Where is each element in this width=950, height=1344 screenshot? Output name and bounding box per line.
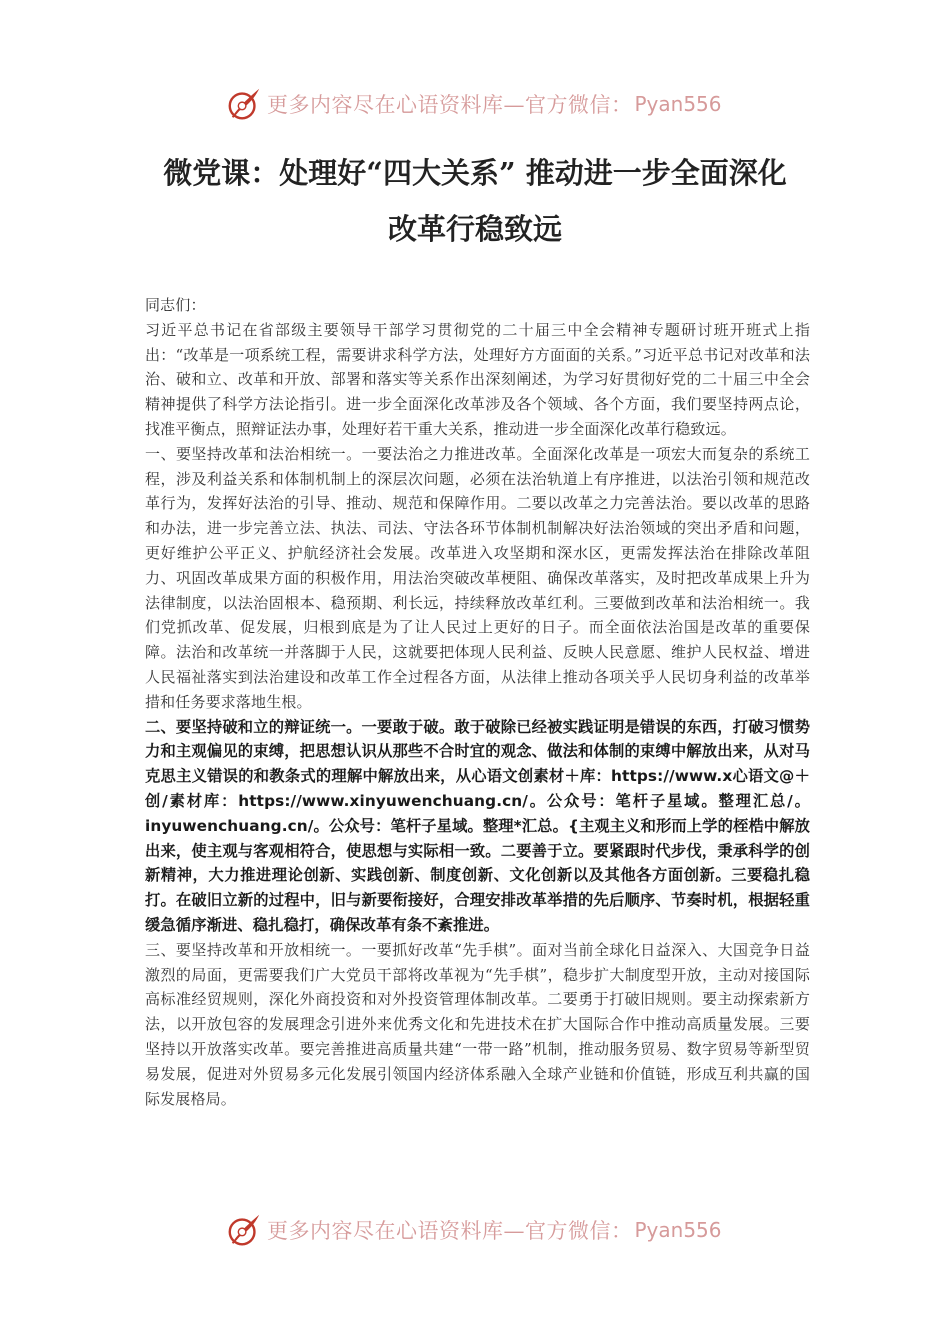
section-2-paragraph: 二、要坚持破和立的辩证统一。一要敢于破。敢于破除已经被实践证明是错误的东西，打破习惯势力和主观偏见的束缚，把思想认识从那些不合时宜的观念、做法和体制的束缚中解放出来，从对马克思主义错误的和教条式的理解中解放出来，从心语文创素材＋库：https://www.x心语文@＋创/素材库：https://www.xinyuwenchuang.cn/。公众号：笔杆子星域。整理汇总/。inyuwenchuang.cn/。公众号：笔杆子星域。整理*汇总。{主观主义和形而上学的桎梏中解放出来，使主观与客观相符合，使思想与实际相一致。二要善于立。要紧跟时代步伐，秉承科学的创新精神，大力推进理论创新、实践创新、制度创新、文化创新以及其他各方面创新。三要稳扎稳打。在破旧立新的过程中，旧与新要衔接好，合理安排改革举措的先后顺序、节奏时机，根据轻重缓急循序渐进、稳扎稳打，确保改革有条不紊推进。 (145, 717, 810, 934)
quill-logo-icon (225, 85, 263, 123)
title-line-1: 微党课：处理好“四大关系” 推动进一步全面深化 (163, 156, 787, 190)
banner-wechat-id: Pyan556 (634, 1218, 722, 1242)
banner-text: 更多内容尽在心语资料库—官方微信： (267, 93, 633, 117)
intro-paragraph: 习近平总书记在省部级主要领导干部学习贯彻党的二十届三中全会精神专题研讨班开班式上指出：“改革是一项系统工程，需要讲求科学方法，处理好方方面面的关系。”习近平总书记对改革和法治、破和立、改革和开放、部署和落实等关系作出深刻阐述，为学习好贯彻好党的二十届三中全会精神提供了科学方法论指引。进一步全面深化改革涉及各个领域、各个方面，我们要坚持两点论，找准平衡点，照辩证法办事，处理好若干重大关系，推动进一步全面深化改革行稳致远。 (145, 320, 810, 438)
section-1-paragraph: 一、要坚持改革和法治相统一。一要法治之力推进改革。全面深化改革是一项宏大而复杂的系统工程，涉及利益关系和体制机制上的深层次问题，必须在法治轨道上有序推进，以法治引领和规范改革行为，发挥好法治的引导、推动、规范和保障作用。二要以改革之力完善法治。要以改革的思路和办法，进一步完善立法、执法、司法、守法各环节体制机制解决好法治领域的突出矛盾和问题，更好维护公平正义、护航经济社会发展。改革进入攻坚期和深水区，更需发挥法治在排除改革阻力、巩固改革成果方面的积极作用，用法治突破改革梗阻、确保改革落实，及时把改革成果上升为法律制度，以法治固根本、稳预期、利长远，持续释放改革红利。三要做到改革和法治相统一。我们党抓改革、促发展，归根到底是为了让人民过上更好的日子。而全面依法治国是改革的重要保障。法治和改革统一并落脚于人民，这就要把体现人民利益、反映人民意愿、维护人民权益、增进人民福祉落实到法治建设和改革工作全过程各方面，从法律上推动各项关乎人民切身利益的改革举措和任务要求落地生根。 (145, 444, 810, 711)
quill-logo-icon (225, 1211, 263, 1249)
section-3-paragraph: 三、要坚持改革和开放相统一。一要抓好改革“先手棋”。面对当前全球化日益深入、大国竞争日益激烈的局面，更需要我们广大党员干部将改革视为“先手棋”，稳步扩大制度型开放，主动对接国际高标准经贸规则，深化外商投资和对外投资管理体制改革。二要勇于打破旧规则。要主动探索新方法，以开放包容的发展理念引进外来优秀文化和先进技术在扩大国际合作中推动高质量发展。三要坚持以开放落实改革。要完善推进高质量共建“一带一路”机制，推动服务贸易、数字贸易等新型贸易发展，促进对外贸易多元化发展引领国内经济体系融入全球产业链和价值链，形成互利共赢的国际发展格局。 (145, 940, 810, 1108)
title-line-2: 改革行稳致远 (387, 212, 562, 246)
header-banner (225, 84, 722, 124)
document-body (145, 293, 810, 1111)
banner-text: 更多内容尽在心语资料库—官方微信： (267, 1219, 633, 1243)
document-title (100, 145, 850, 257)
salutation: 同志们： (145, 296, 206, 314)
footer-banner (225, 1210, 722, 1250)
banner-wechat-id: Pyan556 (634, 92, 722, 116)
